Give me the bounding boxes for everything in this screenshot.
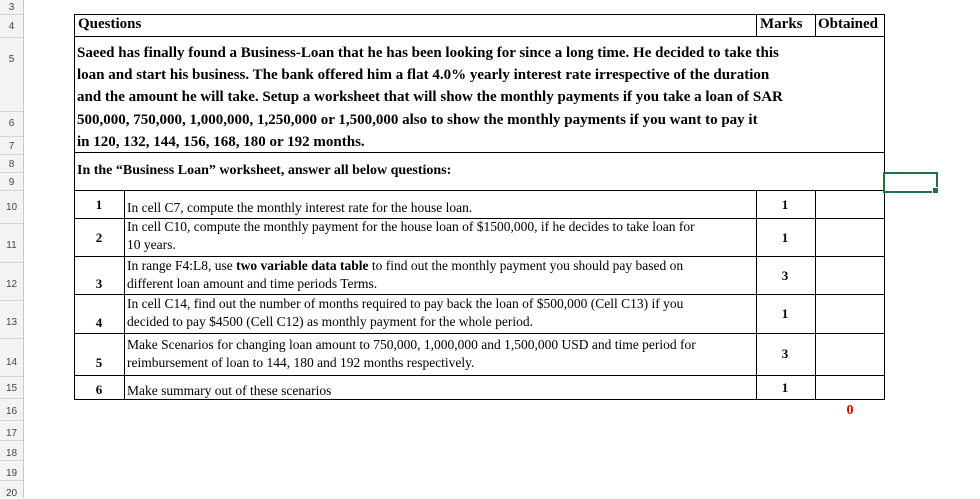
question-line: reimbursement of loan to 144, 180 and 192 months respectively. xyxy=(127,355,475,370)
row-number[interactable]: 18 xyxy=(5,448,18,459)
question-line: In cell C10, compute the monthly payment for the house loan of $1500,000, if he decides to take loan for xyxy=(127,219,695,234)
question-line-start: In range F4:L8, use xyxy=(127,258,237,273)
row-number[interactable]: 19 xyxy=(5,468,18,479)
border-q1-top xyxy=(74,190,885,191)
border-num-col xyxy=(124,190,125,400)
row-number[interactable]: 3 xyxy=(8,2,15,13)
question-line: Make Scenarios for changing loan amount to 750,000, 1,000,000 and 1,500,000 USD and time period for xyxy=(127,337,696,352)
question-number: 1 xyxy=(95,197,103,212)
row-number[interactable]: 16 xyxy=(5,406,18,417)
selected-cell[interactable] xyxy=(883,172,938,193)
question-marks: 1 xyxy=(781,197,789,212)
question-line-rest: to find out the monthly payment you should pay based on xyxy=(368,258,684,273)
question-line: 10 years. xyxy=(127,237,176,252)
scenario-line: Saeed has finally found a Business-Loan that he has been looking for since a long time. He decided to take this xyxy=(77,45,779,61)
question-line: different loan amount and time periods Terms. xyxy=(127,276,378,291)
total-obtained-value[interactable]: 0 xyxy=(846,403,854,418)
row-number[interactable]: 15 xyxy=(5,383,18,394)
question-text[interactable] xyxy=(127,382,747,400)
row-number[interactable]: 5 xyxy=(8,54,15,65)
questions-header[interactable]: Questions xyxy=(78,16,142,32)
question-line: In cell C14, find out the number of months required to pay back the loan of $500,000 (Cell C13) if you xyxy=(127,296,684,311)
question-text[interactable] xyxy=(127,257,747,293)
question-number: 6 xyxy=(95,382,103,397)
scenario-line: and the amount he will take. Setup a worksheet that will show the monthly payments if you take a loan of SAR xyxy=(77,89,783,106)
border-q5-top xyxy=(74,333,885,334)
border-obtained-col xyxy=(815,190,816,400)
question-number: 4 xyxy=(95,315,103,330)
question-text[interactable] xyxy=(127,199,747,217)
question-text[interactable] xyxy=(127,295,747,331)
question-marks: 1 xyxy=(781,306,789,321)
fill-handle[interactable] xyxy=(932,187,939,194)
question-line: Make summary out of these scenarios xyxy=(127,383,332,398)
border-top xyxy=(74,14,885,15)
row-number[interactable]: 7 xyxy=(8,141,15,152)
row-number[interactable]: 20 xyxy=(5,488,18,499)
row-number[interactable]: 4 xyxy=(8,21,15,32)
question-marks: 3 xyxy=(781,268,789,283)
question-number: 2 xyxy=(95,230,103,245)
row-number[interactable]: 9 xyxy=(8,177,15,188)
row-number[interactable]: 11 xyxy=(6,240,17,251)
border-header-bottom xyxy=(74,36,885,37)
row-number[interactable]: 12 xyxy=(5,279,18,290)
scenario-paragraph[interactable] xyxy=(77,42,885,153)
question-line: In cell C7, compute the monthly interest rate for the house loan. xyxy=(127,200,473,215)
instructions-intro[interactable]: In the “Business Loan” worksheet, answer all below questions: xyxy=(77,163,452,178)
question-number: 3 xyxy=(95,276,103,291)
question-marks: 1 xyxy=(781,230,789,245)
border-q6-top xyxy=(74,375,885,376)
scenario-line: loan and start his business. The bank offered him a flat 4.0% yearly interest rate irrespective of the duration xyxy=(77,67,770,84)
row-header-column xyxy=(0,0,24,498)
scenario-line: 500,000, 750,000, 1,000,000, 1,250,000 or 1,500,000 also to show the monthly payments if you want to pay it xyxy=(77,111,758,128)
border-marks-col xyxy=(756,190,757,400)
question-text[interactable] xyxy=(127,336,747,372)
row-number[interactable]: 8 xyxy=(8,159,15,170)
row-number[interactable]: 6 xyxy=(8,118,15,129)
row-number[interactable]: 10 xyxy=(5,202,18,213)
row-number[interactable]: 14 xyxy=(5,357,18,368)
marks-header[interactable]: Marks xyxy=(760,16,803,32)
question-number: 5 xyxy=(95,355,103,370)
scenario-line: in 120, 132, 144, 156, 168, 180 or 192 months. xyxy=(77,133,365,150)
obtained-header[interactable]: Obtained xyxy=(818,16,879,32)
question-line: decided to pay $4500 (Cell C12) as monthly payment for the whole period. xyxy=(127,314,534,329)
question-marks: 1 xyxy=(781,380,789,395)
question-marks: 3 xyxy=(781,346,789,361)
question-bold-term: two variable data table xyxy=(236,258,369,273)
border-marks-left-header xyxy=(756,14,757,37)
question-line xyxy=(127,257,747,275)
question-text[interactable] xyxy=(127,218,747,254)
border-obtained-left-header xyxy=(815,14,816,37)
row-number[interactable]: 17 xyxy=(5,428,18,439)
row-number[interactable]: 13 xyxy=(5,317,18,328)
